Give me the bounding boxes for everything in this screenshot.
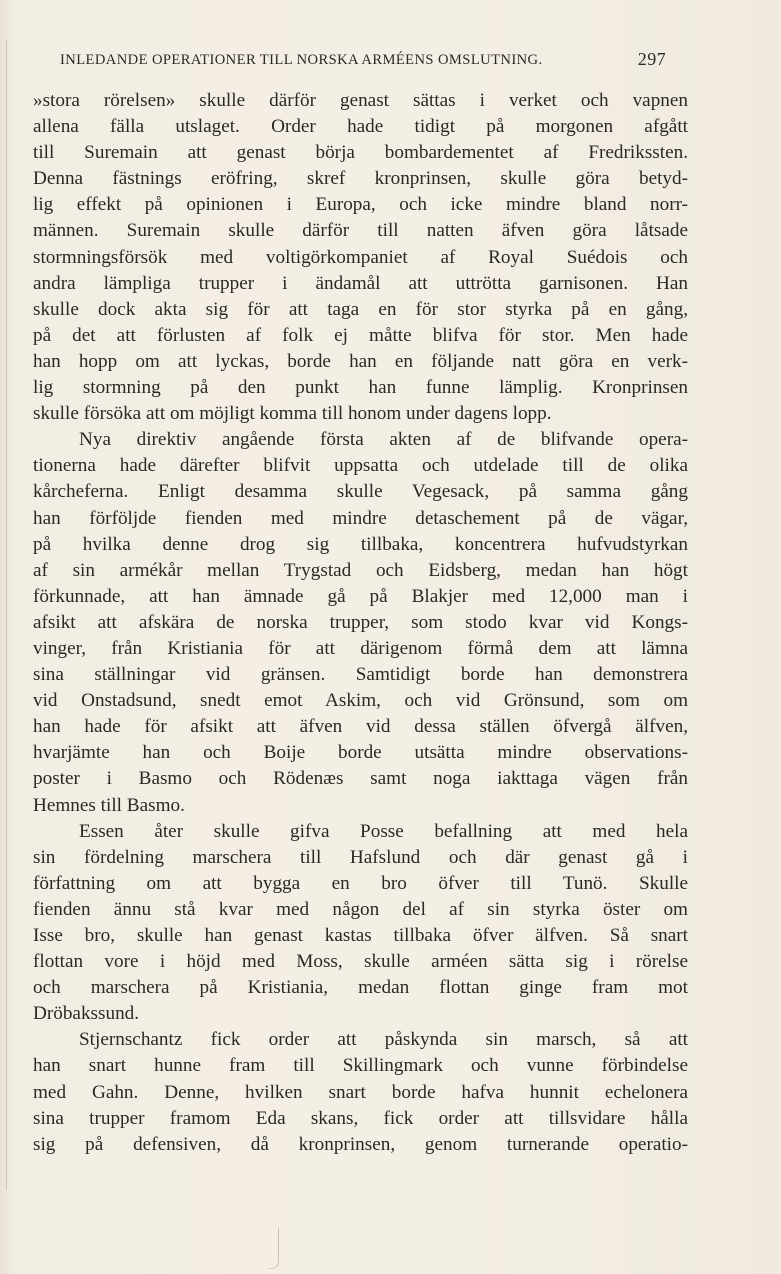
text-line: han hade för afsikt att äfven vid dessa ställen öfvergå älfven, [33,716,688,738]
text-line: Essen åter skulle gifva Posse befallning att med hela [79,820,688,842]
text-line: skulle dock akta sig för att taga en för stor styrka på en gång, [33,298,688,320]
text-line: lig stormning på den punkt han funne lämplig. Kronprinsen [33,377,688,399]
text-line: allena fälla utslaget. Order hade tidigt på morgonen afgått [33,116,688,138]
text-line: Isse bro, skulle han genast kastas tillbaka öfver älfven. Så snart [33,925,688,946]
text-line: Hemnes till Basmo. [33,794,185,816]
text-line: sina trupper framom Eda skans, fick order att tillsvidare hålla [33,1107,688,1129]
text-line: Dröbakssund. [33,1003,140,1025]
text-line: »stora rörelsen» skulle därför genast sättas i verket och vapnen [33,90,688,111]
text-line: tionerna hade därefter blifvit uppsatta och utdelade till de olika [33,455,688,477]
text-line: hvarjämte han och Boije borde utsätta mindre observations- [33,742,688,764]
text-line: förkunnade, att han ämnade gå på Blakjer med 12,000 man i [33,585,688,607]
text-line: vid Onstadsund, snedt emot Askim, och vid Grönsund, som om [33,690,688,712]
page-binding-edge [6,40,7,1190]
running-header-title: INLEDANDE OPERATIONER TILL NORSKA ARMÉENS OMSLUTNING. [60,52,543,68]
text-line: lig effekt på opinionen i Europa, och icke mindre bland norr- [33,194,688,216]
text-line: Denna fästnings eröfring, skref kronprinsen, skulle göra betyd- [33,168,688,190]
text-line: vinger, från Kristiania för att därigenom förmå dem att lämna [33,637,688,659]
text-line: författning om att bygga en bro öfver till Tunö. Skulle [33,872,688,894]
text-line: han hopp om att lyckas, borde han en följande natt göra en verk- [33,350,688,372]
text-line: afsikt att afskära de norska trupper, som stodo kvar vid Kongs- [33,611,688,633]
text-line: han förföljde fienden med mindre detaschement på de vägar, [33,507,688,529]
text-line: med Gahn. Denne, hvilken snart borde hafva hunnit echelonera [33,1081,688,1103]
body-text [33,88,688,1158]
text-line: stormningsförsök med voltigörkompaniet af Royal Suédois och [33,246,688,268]
text-line: poster i Basmo och Rödenæs samt noga iakttaga vägen från [33,768,688,790]
page-number: 297 [637,49,666,69]
text-line: och marschera på Kristiania, medan flottan ginge fram mot [33,977,688,999]
text-line: flottan vore i höjd med Moss, skulle arméen sätta sig i rörelse [33,951,688,973]
text-line: till Suremain att genast börja bombardementet af Fredrikssten. [33,142,688,164]
text-line: han snart hunne fram till Skillingmark och vunne förbindelse [33,1055,688,1077]
text-line: Stjernschantz fick order att påskynda sin marsch, så att [79,1029,688,1051]
text-line: kårcheferna. Enligt desamma skulle Vegesack, på samma gång [33,481,688,503]
text-line: sin fördelning marschera till Hafslund och där genast gå i [33,846,688,868]
text-line: på det att förlusten af folk ej måtte blifva för stor. Men hade [33,324,688,346]
text-line: sina ställningar vid gränsen. Samtidigt borde han demonstrera [33,664,688,686]
text-line: männen. Suremain skulle därför till natten äfven göra låtsade [33,220,688,242]
text-line: Nya direktiv angående första akten af de blifvande opera- [79,429,688,451]
page-edge-mark [268,1228,279,1269]
text-line: på hvilka denne drog sig tillbaka, koncentrera hufvudstyrkan [33,533,688,555]
text-line: af sin armékår mellan Trygstad och Eidsberg, medan han högt [33,559,688,581]
text-line: fienden ännu stå kvar med någon del af sin styrka öster om [33,898,688,920]
text-line: andra lämpliga trupper i ändamål att uttrötta garnisonen. Han [33,272,688,294]
running-header [60,49,670,74]
text-line: sig på defensiven, då kronprinsen, genom turnerande operatio- [33,1133,688,1155]
text-line: skulle försöka att om möjligt komma till honom under dagens lopp. [33,403,552,425]
